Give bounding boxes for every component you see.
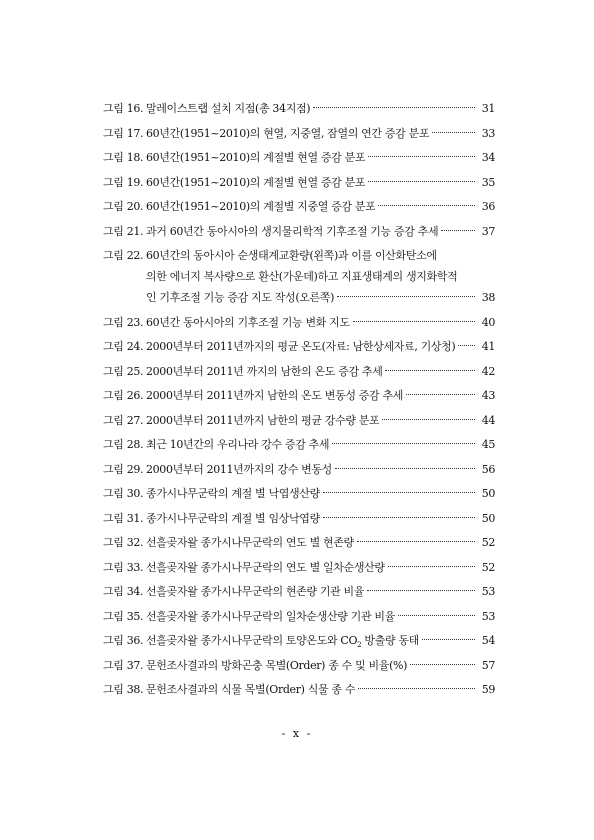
toc-entry	[103, 410, 495, 435]
leader-dots	[398, 615, 475, 616]
figure-label: 그림 28.	[103, 438, 144, 451]
page-number: 52	[481, 536, 495, 549]
toc-entry	[103, 312, 495, 337]
toc-entry	[103, 581, 495, 606]
page-number: 36	[481, 200, 495, 213]
figure-title: 말레이스트랩 설치 지점(총 34지점)	[146, 102, 311, 115]
leader-dots	[422, 639, 475, 640]
figure-label: 그림 22.	[103, 249, 144, 262]
toc-entry	[103, 557, 495, 582]
page-number: 31	[481, 102, 495, 115]
leader-dots	[385, 370, 475, 371]
figure-title: 선흘곶자왈 종가시나무군락의 현존량 기관 비율	[146, 585, 365, 598]
leader-dots	[410, 664, 475, 665]
figure-title: 종가시나무군락의 계절 별 임상낙엽량	[146, 511, 320, 525]
page-number: 53	[481, 585, 495, 598]
figure-title: 문헌조사결과의 방화곤충 목별(Order) 종 수 및 비율(%)	[146, 658, 408, 672]
figure-title: 60년간(1951~2010)의 계절별 현열 증감 분포	[146, 175, 366, 189]
toc-entry	[103, 98, 495, 123]
figure-label: 그림 35.	[103, 609, 144, 623]
figure-label: 그림 29.	[103, 462, 144, 476]
figure-title: 선흘곶자왈 종가시나무군락의 연도 별 현존량	[146, 536, 354, 549]
figure-title: 과거 60년간 동아시아의 생지물리학적 기후조절 기능 증감 추세	[146, 224, 439, 238]
toc-entry	[103, 606, 495, 631]
figure-label: 그림 17.	[103, 126, 144, 140]
figure-label: 그림 37.	[103, 658, 144, 672]
page-number: 50	[481, 487, 495, 500]
toc-entry	[103, 336, 495, 361]
toc-entry	[103, 245, 495, 308]
toc-entry	[103, 483, 495, 508]
toc-entry	[103, 679, 495, 704]
figure-title-text: 선흘곶자왈 종가시나무군락의 토양온도와 CO	[146, 634, 358, 647]
toc-entry	[103, 172, 495, 197]
figure-label: 그림 38.	[103, 683, 144, 696]
leader-dots	[378, 205, 475, 206]
page-number: 43	[481, 389, 495, 402]
leader-dots	[368, 156, 475, 157]
page-number: 57	[481, 658, 495, 672]
figure-title: 60년간(1951~2010)의 계절별 지중열 증감 분포	[146, 200, 376, 213]
toc-entry	[103, 123, 495, 148]
page-number: 44	[481, 413, 495, 427]
figure-title-line: 의한 에너지 복사량으로 환산(가운데)하고 지표생태계의 생지화학적	[146, 270, 458, 283]
figure-list	[103, 98, 495, 704]
toc-entry	[103, 361, 495, 386]
page-number: 33	[481, 126, 495, 140]
figure-title-line: 인 기후조절 기능 증감 지도 작성(오른쪽)	[146, 291, 335, 304]
page-number: 52	[481, 560, 495, 574]
figure-label: 그림 16.	[103, 102, 144, 115]
figure-label: 그림 23.	[103, 315, 144, 329]
figure-label: 그림 32.	[103, 536, 144, 549]
page-number: 59	[481, 683, 495, 696]
leader-dots	[432, 132, 475, 133]
page-number: 40	[481, 315, 495, 329]
page-number: 38	[481, 291, 495, 304]
leader-dots	[323, 492, 475, 493]
page-number: 37	[481, 224, 495, 238]
page-number: 53	[481, 609, 495, 623]
leader-dots	[337, 296, 475, 297]
leader-dots	[458, 345, 475, 346]
toc-entry	[103, 147, 495, 172]
toc-entry	[103, 196, 495, 221]
figure-title: 2000년부터 2011년까지의 강수 변동성	[146, 462, 332, 476]
figure-label: 그림 31.	[103, 511, 144, 525]
toc-entry-line	[103, 245, 495, 266]
page-number: 54	[481, 634, 495, 647]
figure-label: 그림 27.	[103, 413, 144, 427]
figure-label: 그림 19.	[103, 175, 144, 189]
figure-title: 종가시나무군락의 계절 별 낙엽생산량	[146, 487, 320, 500]
figure-label: 그림 33.	[103, 560, 144, 574]
figure-title: 2000년부터 2011년까지 남한의 평균 강수량 분포	[146, 413, 380, 427]
leader-dots	[441, 230, 475, 231]
figure-title: 60년간 동아시아의 기후조절 기능 변화 지도	[146, 315, 350, 329]
figure-title: 2000년부터 2011년까지 남한의 온도 변동성 증감 추세	[146, 389, 404, 402]
page-footer: - x -	[281, 727, 313, 740]
figure-title-line: 60년간의 동아시아 순생태계교환량(왼쪽)과 이를 이산화탄소에	[146, 249, 437, 262]
figure-label: 그림 18.	[103, 151, 144, 164]
figure-title-text: 방출량 동태	[361, 634, 419, 647]
figure-label: 그림 20.	[103, 200, 144, 213]
figure-title: 2000년부터 2011년 까지의 남한의 온도 증감 추세	[146, 364, 383, 378]
leader-dots	[367, 590, 475, 591]
figure-label: 그림 21.	[103, 224, 144, 238]
leader-dots	[406, 394, 475, 395]
figure-title: 2000년부터 2011년까지의 평균 온도(자료: 남한상세자료, 기상청)	[146, 340, 456, 353]
figure-title: 최근 10년간의 우리나라 강수 증감 추세	[146, 438, 330, 451]
figure-label: 그림 30.	[103, 487, 144, 500]
page-number: 56	[481, 462, 495, 476]
leader-dots	[323, 517, 475, 518]
toc-entry-line	[103, 287, 495, 308]
toc-entry	[103, 385, 495, 410]
figure-label: 그림 24.	[103, 340, 144, 353]
toc-entry	[103, 532, 495, 557]
toc-entry	[103, 630, 495, 655]
leader-dots	[353, 321, 475, 322]
leader-dots	[382, 419, 475, 420]
figure-title: 60년간(1951~2010)의 현열, 지중열, 잠열의 연간 증감 분포	[146, 126, 430, 140]
toc-entry	[103, 459, 495, 484]
leader-dots	[313, 107, 475, 108]
toc-entry	[103, 221, 495, 246]
figure-title: 선흘곶자왈 종가시나무군락의 연도 별 일차순생산량	[146, 560, 385, 574]
figure-title: 선흘곶자왈 종가시나무군락의 일차순생산량 기관 비율	[146, 609, 395, 623]
leader-dots	[332, 443, 475, 444]
page-number: 41	[481, 340, 495, 353]
figure-label: 그림 34.	[103, 585, 144, 598]
page-number: 35	[481, 175, 495, 189]
figure-label: 그림 36.	[103, 634, 144, 647]
page-number: 50	[481, 511, 495, 525]
leader-dots	[368, 181, 475, 182]
leader-dots	[358, 688, 475, 689]
toc-entry	[103, 508, 495, 533]
leader-dots	[335, 468, 475, 469]
toc-entry	[103, 434, 495, 459]
page-number: 34	[481, 151, 495, 164]
leader-dots	[357, 541, 475, 542]
figure-title: 문헌조사결과의 식물 목별(Order) 식물 종 수	[146, 683, 356, 696]
leader-dots	[388, 566, 475, 567]
toc-entry-line	[103, 266, 495, 287]
subscript-text: 2	[357, 641, 362, 650]
figure-label: 그림 26.	[103, 389, 144, 402]
page-number: 45	[481, 438, 495, 451]
toc-entry	[103, 655, 495, 680]
figure-title	[146, 630, 419, 656]
figure-title: 60년간(1951~2010)의 계절별 현열 증감 분포	[146, 151, 366, 164]
page-number: 42	[481, 364, 495, 378]
figure-label: 그림 25.	[103, 364, 144, 378]
